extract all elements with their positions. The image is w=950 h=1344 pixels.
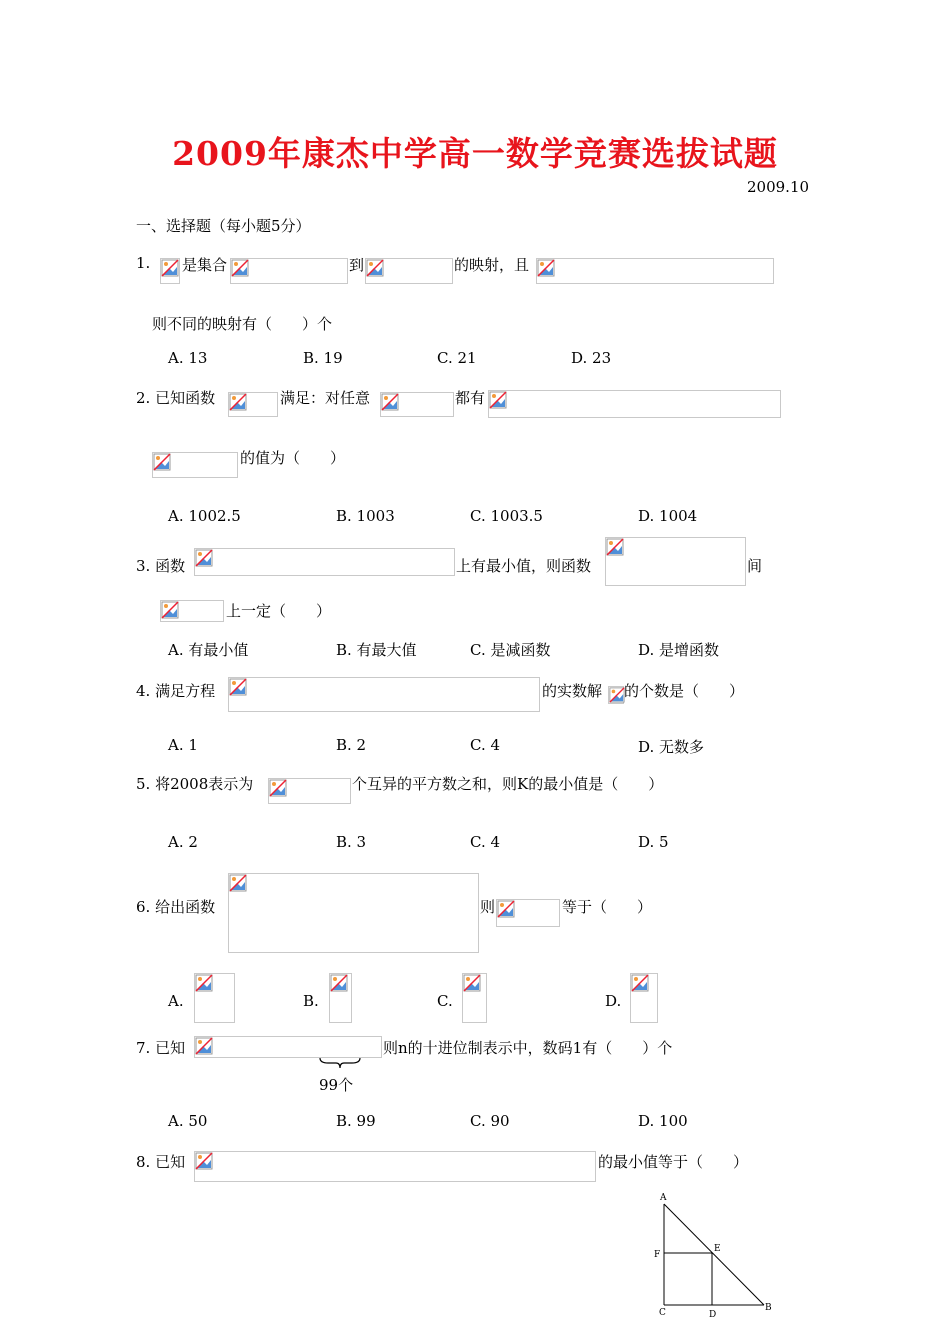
formula-image <box>488 390 781 418</box>
formula-image <box>228 677 540 712</box>
q1-option-b: B. 19 <box>303 349 343 367</box>
formula-image <box>380 392 454 417</box>
broken-image-icon <box>463 974 481 992</box>
formula-image <box>230 258 348 284</box>
q4-text-1: 4. 满足方程 <box>136 682 216 700</box>
q7-option-b: B. 99 <box>336 1112 376 1130</box>
formula-image <box>194 548 455 576</box>
q7-text-2: 则n的十进位制表示中，数码1有（ ）个 <box>383 1039 673 1057</box>
q1-text-2: 到 <box>349 256 365 274</box>
q2-text-3: 都有 <box>455 389 486 407</box>
q2-text-4: 的值为（ ） <box>240 449 346 467</box>
broken-image-icon <box>229 678 247 696</box>
q6-option-b: B. <box>303 992 319 1010</box>
broken-image-icon <box>537 259 555 277</box>
formula-image <box>194 1036 382 1058</box>
q6-option-d: D. <box>605 992 622 1010</box>
q5-option-d: D. 5 <box>638 833 669 851</box>
q5-option-a: A. 2 <box>168 833 198 851</box>
q8-text-2: 的最小值等于（ ） <box>598 1153 749 1171</box>
formula-image <box>630 973 658 1023</box>
broken-image-icon <box>366 259 384 277</box>
q3-option-a: A. 有最小值 <box>168 641 249 659</box>
q6-text-3: 等于（ ） <box>562 898 653 916</box>
q1-text-4: 则不同的映射有（ ）个 <box>152 315 333 333</box>
label-e: E <box>714 1244 721 1254</box>
q1-number: 1. <box>136 254 151 272</box>
formula-image <box>608 686 624 704</box>
broken-image-icon <box>153 453 171 471</box>
label-f: F <box>654 1250 661 1260</box>
q6-option-a: A. <box>168 992 184 1010</box>
q2-text-2: 满足：对任意 <box>280 389 371 407</box>
formula-image <box>228 392 278 417</box>
q6-text-1: 6. 给出函数 <box>136 898 216 916</box>
broken-image-icon <box>229 874 247 892</box>
broken-image-icon <box>609 687 625 703</box>
q4-text-3: 的个数是（ ） <box>624 682 745 700</box>
exam-date: 2009.10 <box>747 178 810 196</box>
q3-option-d: D. 是增函数 <box>638 641 720 659</box>
formula-image <box>536 258 774 284</box>
formula-image <box>365 258 453 284</box>
q2-option-a: A. 1002.5 <box>168 507 241 525</box>
q6-option-c: C. <box>437 992 453 1010</box>
q4-option-b: B. 2 <box>336 736 367 754</box>
q4-option-d: D. 无数多 <box>638 738 705 756</box>
q7-option-d: D. 100 <box>638 1112 688 1130</box>
q1-option-d: D. 23 <box>571 349 612 367</box>
formula-image <box>462 973 487 1023</box>
q7-option-a: A. 50 <box>168 1112 208 1130</box>
q6-text-2: 则 <box>480 898 496 916</box>
q2-option-d: D. 1004 <box>638 507 698 525</box>
broken-image-icon <box>231 259 249 277</box>
broken-image-icon <box>330 974 348 992</box>
q1-text-1: 是集合 <box>182 256 228 274</box>
q3-option-b: B. 有最大值 <box>336 641 417 659</box>
q2-text-1: 2. 已知函数 <box>136 389 216 407</box>
q4-option-a: A. 1 <box>168 736 198 754</box>
triangle-figure <box>650 1188 780 1323</box>
label-c: C <box>659 1308 666 1318</box>
formula-image <box>152 452 238 478</box>
formula-image <box>268 778 351 804</box>
q8-text-1: 8. 已知 <box>136 1153 186 1171</box>
q1-option-a: A. 13 <box>168 349 208 367</box>
formula-image <box>496 899 560 927</box>
q1-option-c: C. 21 <box>437 349 477 367</box>
q4-option-c: C. 4 <box>470 736 501 754</box>
q5-text-2: 个互异的平方数之和，则K的最小值是（ ） <box>352 775 664 793</box>
formula-image <box>605 537 746 586</box>
formula-image <box>194 973 235 1023</box>
page-title: 2009年康杰中学高一数学竞赛选拔试题 <box>172 134 778 173</box>
broken-image-icon <box>229 393 247 411</box>
label-d: D <box>709 1310 717 1320</box>
formula-image <box>160 600 224 622</box>
broken-image-icon <box>161 601 179 619</box>
formula-image <box>160 258 180 284</box>
broken-image-icon <box>497 900 515 918</box>
q3-option-c: C. 是减函数 <box>470 641 551 659</box>
broken-image-icon <box>195 974 213 992</box>
q2-option-c: C. 1003.5 <box>470 507 543 525</box>
brace-label: 99个 <box>319 1076 354 1094</box>
label-a: A <box>660 1193 667 1203</box>
formula-image <box>329 973 352 1023</box>
label-b: B <box>765 1303 772 1313</box>
q5-option-c: C. 4 <box>470 833 501 851</box>
q1-text-3: 的映射，且 <box>454 256 530 274</box>
q3-text-1: 3. 函数 <box>136 557 186 575</box>
q7-text-1: 7. 已知 <box>136 1039 186 1057</box>
q4-text-2: 的实数解 <box>542 682 603 700</box>
q5-option-b: B. 3 <box>336 833 367 851</box>
q7-option-c: C. 90 <box>470 1112 510 1130</box>
broken-image-icon <box>631 974 649 992</box>
broken-image-icon <box>195 549 213 567</box>
q3-text-3: 间 <box>747 557 763 575</box>
broken-image-icon <box>161 259 179 277</box>
q3-text-2: 上有最小值，则函数 <box>456 557 592 575</box>
underbrace <box>318 1056 362 1070</box>
formula-image <box>194 1151 596 1182</box>
formula-image <box>228 873 479 953</box>
broken-image-icon <box>195 1037 213 1055</box>
section-heading: 一、选择题（每小题5分） <box>136 217 311 235</box>
broken-image-icon <box>489 391 507 409</box>
broken-image-icon <box>381 393 399 411</box>
q2-option-b: B. 1003 <box>336 507 395 525</box>
broken-image-icon <box>606 538 624 556</box>
q5-text-1: 5. 将2008表示为 <box>136 775 254 793</box>
broken-image-icon <box>195 1152 213 1170</box>
q3-text-4: 上一定（ ） <box>226 602 332 620</box>
broken-image-icon <box>269 779 287 797</box>
